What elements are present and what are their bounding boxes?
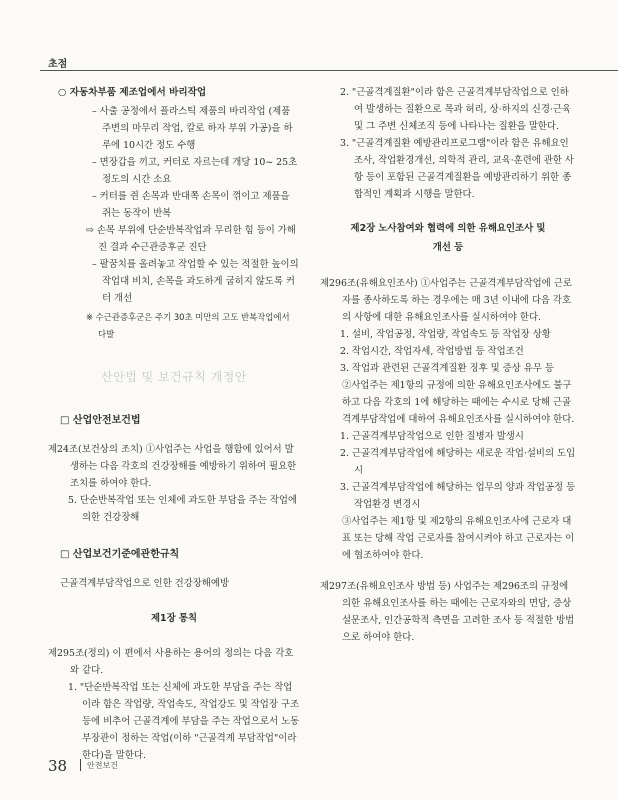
section-label: 초점: [48, 59, 68, 70]
header-rule: [40, 70, 618, 71]
article-296-item-1: 1. 설비, 작업공정, 작업량, 작업속도 등 작업장 상황: [340, 329, 551, 340]
chapter-2-line-2: 개선 등: [432, 242, 464, 253]
article-296-2-item-2: 2. 근골격계부담작업에 해당하는 새로운 작업·설비의 도입시: [340, 448, 576, 476]
case-dash-1: – 사출 공정에서 플라스틱 제품의 바리작업 (제품 주변의 마무리 작업, 칼로 하자 부위 가공)을 하루에 10시간 정도 수행: [92, 106, 293, 151]
article-296-2-item-3: 3. 근골격계부담작업에 해당하는 업무의 양과 작업공정 등 작업환경 변경시: [340, 482, 576, 510]
chapter-1-title: 제1장 통칙: [150, 613, 197, 624]
rule-name: 근골격계부담작업으로 인한 건강장해예방: [60, 578, 229, 589]
chapter-2-line-1: 제2장 노사참여와 협력에 의한 유해요인조사 및: [350, 223, 546, 234]
article-297: 제297조(유해요인조사 방법 등) 사업주는 제296조의 규정에 의한 유해요인조사를 하는 때에는 근로자와의 면담, 증상설문조사, 인간공학적 측면을 고려한 조사 등 적절한 방법으로 하여야 한다.: [320, 581, 575, 643]
page-header: [0, 0, 618, 74]
chapter-2-title: [320, 219, 576, 257]
article-24-item-5: 5. 단순반복작업 또는 인체에 과도한 부담을 주는 작업에 의한 건강장해: [68, 495, 298, 523]
law-heading: □ 산업안전보건법: [60, 415, 141, 426]
case-dash-4: – 팔꿈치를 올려놓고 작업할 수 있는 적절한 높이의 작업대 비치, 손목을 과도하게 굽히지 않도록 커터 개선: [92, 259, 299, 304]
watermark-heading: 산안법 및 보건규칙 개정안: [101, 370, 247, 384]
case-arrow-note: ⇨ 손목 부위에 단순반복작업과 무리한 힘 등이 가해진 결과 수근관증후군 진단: [86, 225, 296, 253]
article-296-2-item-1: 1. 근골격계부담작업으로 인한 질병자 발생시: [340, 431, 524, 442]
article-296-item-3: 3. 작업과 관련된 근골격계질환 징후 및 증상 유무 등: [340, 363, 554, 374]
definition-2: 2. "근골격계질환"이라 함은 근골격계부담작업으로 인하여 발생하는 질환으로 목과 허리, 상·하지의 신경·근육 및 그 주변 신체조직 등에 나타나는 질환을 말한다.: [340, 87, 572, 132]
left-column: [48, 84, 300, 764]
case-dash-2: – 면장갑을 끼고, 커터로 자르는데 개당 10~ 25초 정도의 시간 소요: [92, 157, 298, 185]
footer-divider: [80, 759, 81, 771]
rule-heading: □ 산업보건기준에관한규칙: [60, 549, 180, 560]
page-number: 38: [48, 757, 68, 775]
case-dash-3: – 커터를 쥔 손목과 반대쪽 손목이 꺾이고 제품을 쥐는 동작이 반복: [92, 191, 290, 219]
magazine-name: 안전보건: [87, 761, 118, 770]
article-296-para-2: ②사업주는 제1항의 규정에 의한 유해요인조사에도 불구하고 다음 각호의 1에 해당하는 때에는 수시로 당해 근골격계부담작업에 대하여 유해요인조사를 실시하여야 한다.: [342, 380, 575, 425]
article-296: 제296조(유해요인조사) ①사업주는 근골격계부담작업에 근로자를 종사하도록 하는 경우에는 매 3년 이내에 다음 각호의 사항에 대한 유해요인조사를 실시하여야 한다.: [320, 278, 572, 323]
article-296-item-2: 2. 작업시간, 작업자세, 작업방법 등 작업조건: [340, 346, 524, 357]
definition-3: 3. "근골격계질환 예방관리프로그램"이라 함은 유해요인조사, 작업환경개선, 의학적 관리, 교육·훈련에 관한 사항 등이 포함된 근골격계질환을 예방관리하기 위한 종합적인 계획과 시행을 말한다.: [340, 138, 574, 200]
article-24: 제24조(보건상의 조치) ①사업주는 사업을 행함에 있어서 발생하는 다음 각호의 건강장해를 예방하기 위하여 필요한 조치를 하여야 한다.: [48, 444, 297, 489]
right-column: [320, 84, 576, 646]
case-star-note: ※ 수근관증후군은 주기 30초 미만의 고도 반복작업에서 다발: [86, 312, 290, 339]
article-295: 제295조(정의) 이 편에서 사용하는 용어의 정의는 다음 각호와 같다.: [48, 648, 294, 676]
article-296-para-3: ③사업주는 제1항 및 제2항의 유해요인조사에 근로자 대표 또는 당해 작업 근로자를 참여시켜야 하고 근로자는 이에 협조하여야 한다.: [342, 516, 575, 561]
case-title: ○ 자동차부품 제조업에서 바리작업: [58, 87, 207, 98]
article-295-item-1: 1. "단순반복작업 또는 신체에 과도한 부담을 주는 작업이라 함은 작업량, 작업속도, 작업강도 및 작업장 구조 등에 비추어 근골격계에 부담을 주는 작업으로서 노동부장관이 정하는 작업(이하 "근골격계 부담작업"이라 한다)을 말한다.: [68, 682, 300, 761]
